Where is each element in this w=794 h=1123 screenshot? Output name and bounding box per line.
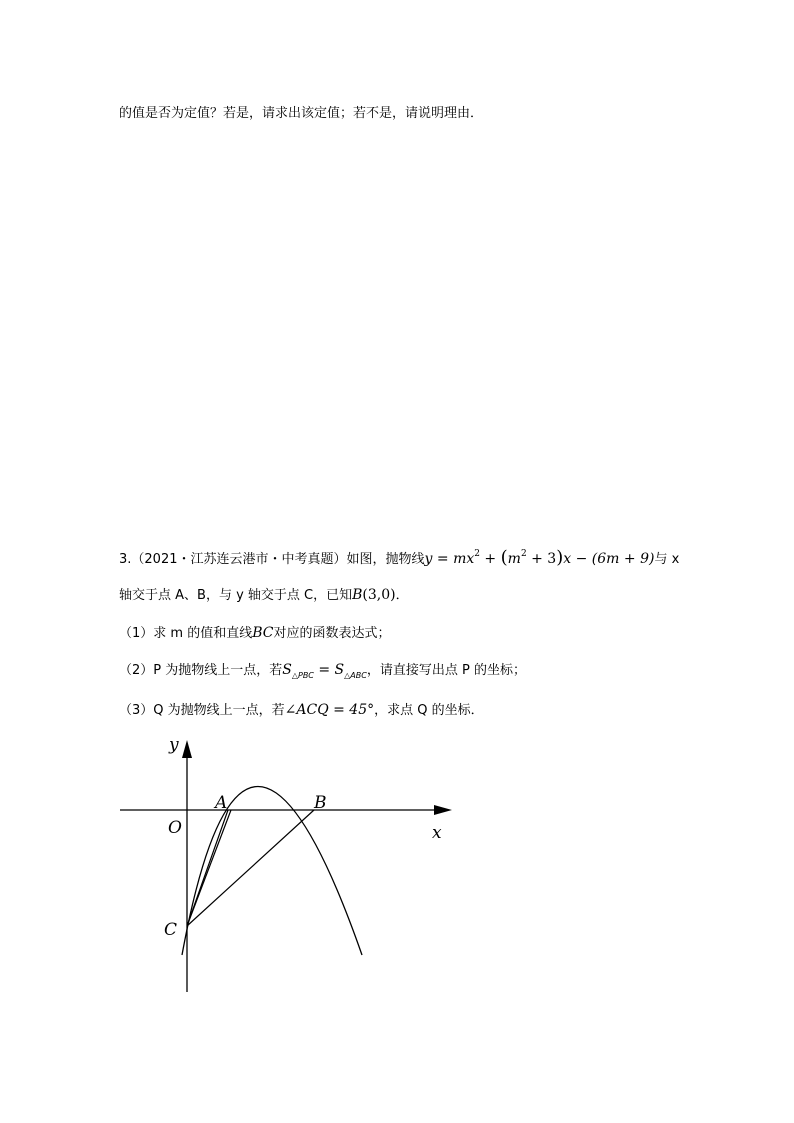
label-B: B: [314, 793, 327, 813]
problem-source: （2021・江苏连云港市・中考真题）: [131, 552, 347, 567]
question-3: （3）Q 为抛物线上一点，若∠ACQ = 45°，求点 Q 的坐标．: [119, 702, 484, 718]
previous-question-tail: 的值是否为定值？若是，请求出该定值；若不是，请说明理由．: [119, 106, 484, 121]
label-x: x: [432, 823, 442, 843]
segment-CA-inner: [187, 810, 228, 926]
label-y: y: [169, 735, 179, 755]
problem-intro-end: 与 x: [654, 552, 680, 567]
parabola-curve: [182, 787, 362, 956]
problem-number: 3.: [119, 552, 132, 567]
problem-3-line-2: 轴交于点 A、B，与 y 轴交于点 C，已知B(3,0)．: [119, 587, 409, 603]
label-C: C: [164, 920, 178, 940]
label-A: A: [215, 793, 228, 813]
question-2: （2）P 为抛物线上一点，若$S_{\triangle PBC} = S_{\triangle ABC}$，请直接写出点 P 的坐标；: [119, 662, 526, 680]
segment-CB: [187, 810, 314, 926]
x-axis-arrow-icon: [434, 805, 452, 815]
question-1: （1）求 m 的值和直线BC对应的函数表达式；: [119, 625, 391, 641]
problem-intro: 如图，抛物线: [346, 552, 425, 567]
problem-3-line-1: 3.（2021・江苏连云港市・中考真题）如图，抛物线$y = mx^2 + (m^2 + 3)x - (6m + 9)$与 x: [119, 547, 680, 568]
label-O: O: [168, 818, 182, 838]
y-axis-arrow-icon: [182, 740, 192, 758]
eq-y: y: [424, 551, 433, 567]
